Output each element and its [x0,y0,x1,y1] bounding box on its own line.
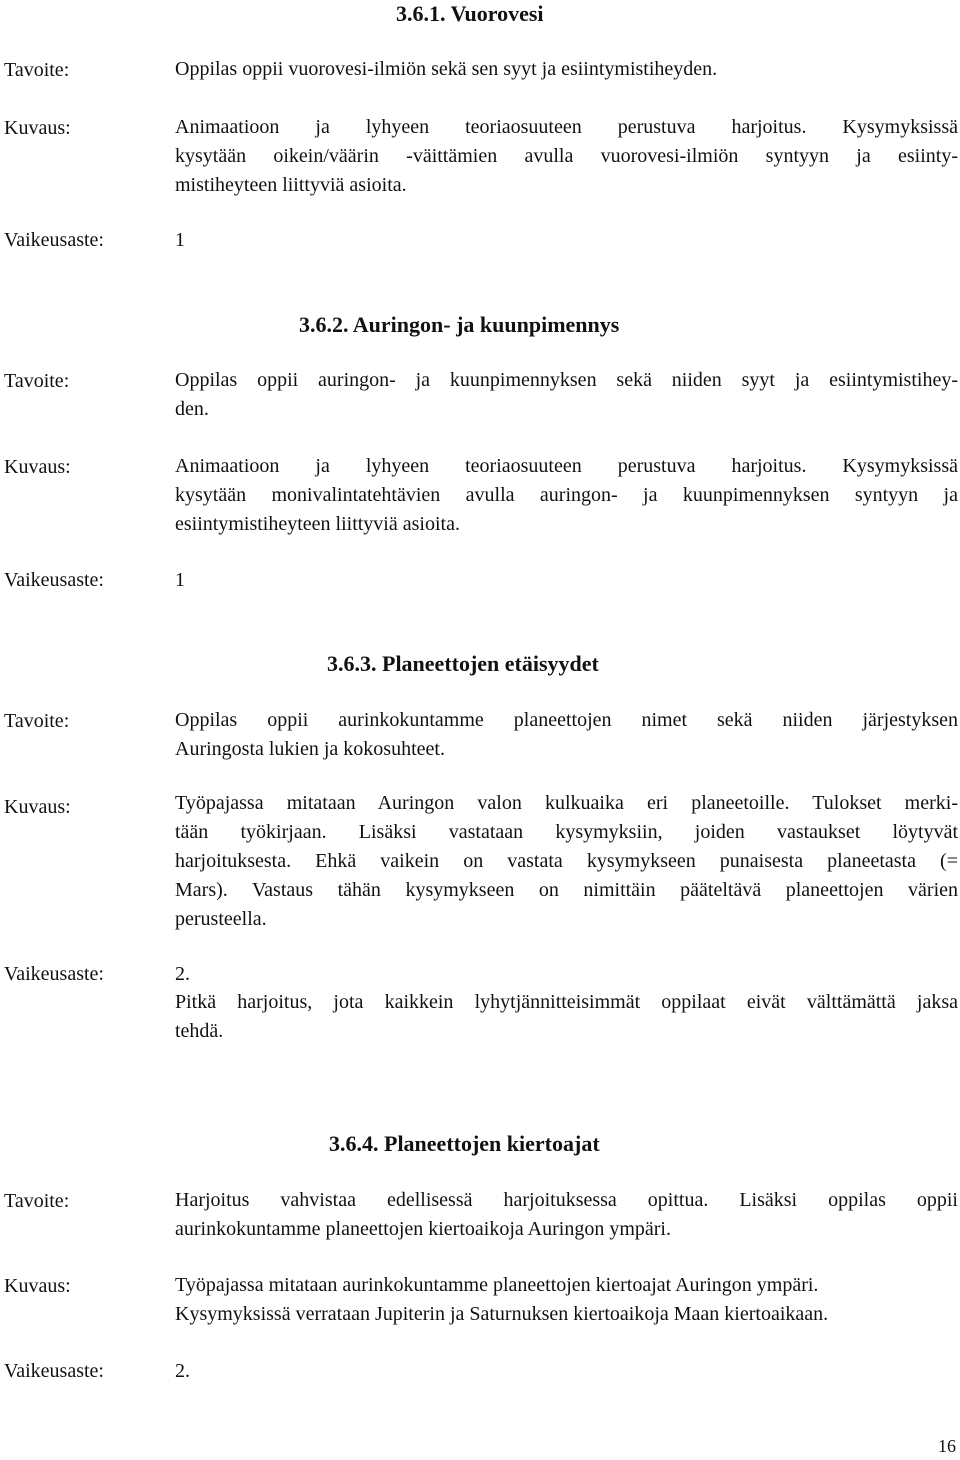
text-line: tehdä. [175,1020,224,1042]
goal-label: Tavoite: [4,1190,70,1212]
text-line: Oppilas oppii auringon- ja kuunpimennyksen sekä niiden syyt ja esiintymistihey- [175,369,958,391]
text-line: Oppilas oppii aurinkokuntamme planeettojen nimet sekä niiden järjestyksen [175,709,958,731]
text-line: mistiheyteen liittyviä asioita. [175,174,407,196]
text-line: aurinkokuntamme planeettojen kiertoaikoja Auringon ympäri. [175,1218,671,1240]
text-line: Animaatioon ja lyhyeen teoriaosuuteen perustuva harjoitus. Kysymyksissä [175,455,958,477]
difficulty-label: Vaikeusaste: [4,963,104,985]
difficulty-value: 1 [175,569,185,591]
text-line: Mars). Vastaus tähän kysymykseen on nimittäin pääteltävä planeettojen värien [175,879,958,901]
section-heading-pimennys: 3.6.2. Auringon- ja kuunpimennys [299,312,620,337]
text-line: Kysymyksissä verrataan Jupiterin ja Saturnuksen kiertoaikoja Maan kiertoaikaan. [175,1303,829,1325]
description-label: Kuvaus: [4,456,71,478]
difficulty-note [175,988,958,1046]
text-line: Työpajassa mitataan Auringon valon kulkuaika eri planeetoille. Tulokset merki- [175,792,958,814]
text-line: tään työkirjaan. Lisäksi vastataan kysymyksiin, joiden vastaukset löytyvät [175,821,958,843]
text-line: kysytään oikein/väärin -väittämien avulla vuorovesi-ilmiön syntyyn ja esiinty- [175,145,958,167]
description-label: Kuvaus: [4,796,71,818]
goal-text [175,55,958,84]
text-line: Auringosta lukien ja kokosuhteet. [175,738,445,760]
goal-label: Tavoite: [4,710,70,732]
text-line: Oppilas oppii vuorovesi-ilmiön sekä sen syyt ja esiintymistiheyden. [175,58,718,80]
goal-text [175,366,958,424]
text-line: Harjoitus vahvistaa edellisessä harjoituksessa opittua. Lisäksi oppilas oppii [175,1189,958,1211]
section-heading-vuorovesi: 3.6.1. Vuorovesi [396,1,544,26]
page-number: 16 [938,1436,956,1456]
description-text [175,113,958,200]
difficulty-value: 2. [175,963,190,985]
description-text [175,1271,958,1329]
description-label: Kuvaus: [4,1275,71,1297]
difficulty-value: 2. [175,1360,190,1382]
difficulty-label: Vaikeusaste: [4,569,104,591]
goal-label: Tavoite: [4,370,70,392]
goal-label: Tavoite: [4,59,70,81]
text-line: Animaatioon ja lyhyeen teoriaosuuteen perustuva harjoitus. Kysymyksissä [175,116,958,138]
goal-text [175,1186,958,1244]
difficulty-label: Vaikeusaste: [4,1360,104,1382]
description-label: Kuvaus: [4,117,71,139]
text-line: esiintymistiheyteen liittyviä asioita. [175,513,460,535]
text-line: Työpajassa mitataan aurinkokuntamme planeettojen kiertoajat Auringon ympäri. [175,1274,819,1296]
text-line: harjoituksesta. Ehkä vaikein on vastata kysymykseen punaisesta planeetasta (= [175,850,958,872]
section-heading-kiertoajat: 3.6.4. Planeettojen kiertoajat [329,1131,600,1156]
description-text [175,452,958,539]
difficulty-label: Vaikeusaste: [4,229,104,251]
text-line: Pitkä harjoitus, jota kaikkein lyhytjännitteisimmät oppilaat eivät välttämättä jaksa [175,991,958,1013]
description-text [175,789,958,934]
section-heading-etaisyydet: 3.6.3. Planeettojen etäisyydet [327,651,599,676]
text-line: den. [175,398,209,420]
text-line: kysytään monivalintatehtävien avulla auringon- ja kuunpimennyksen syntyyn ja [175,484,958,506]
goal-text [175,706,958,764]
text-line: perusteella. [175,908,267,930]
difficulty-value: 1 [175,229,185,251]
